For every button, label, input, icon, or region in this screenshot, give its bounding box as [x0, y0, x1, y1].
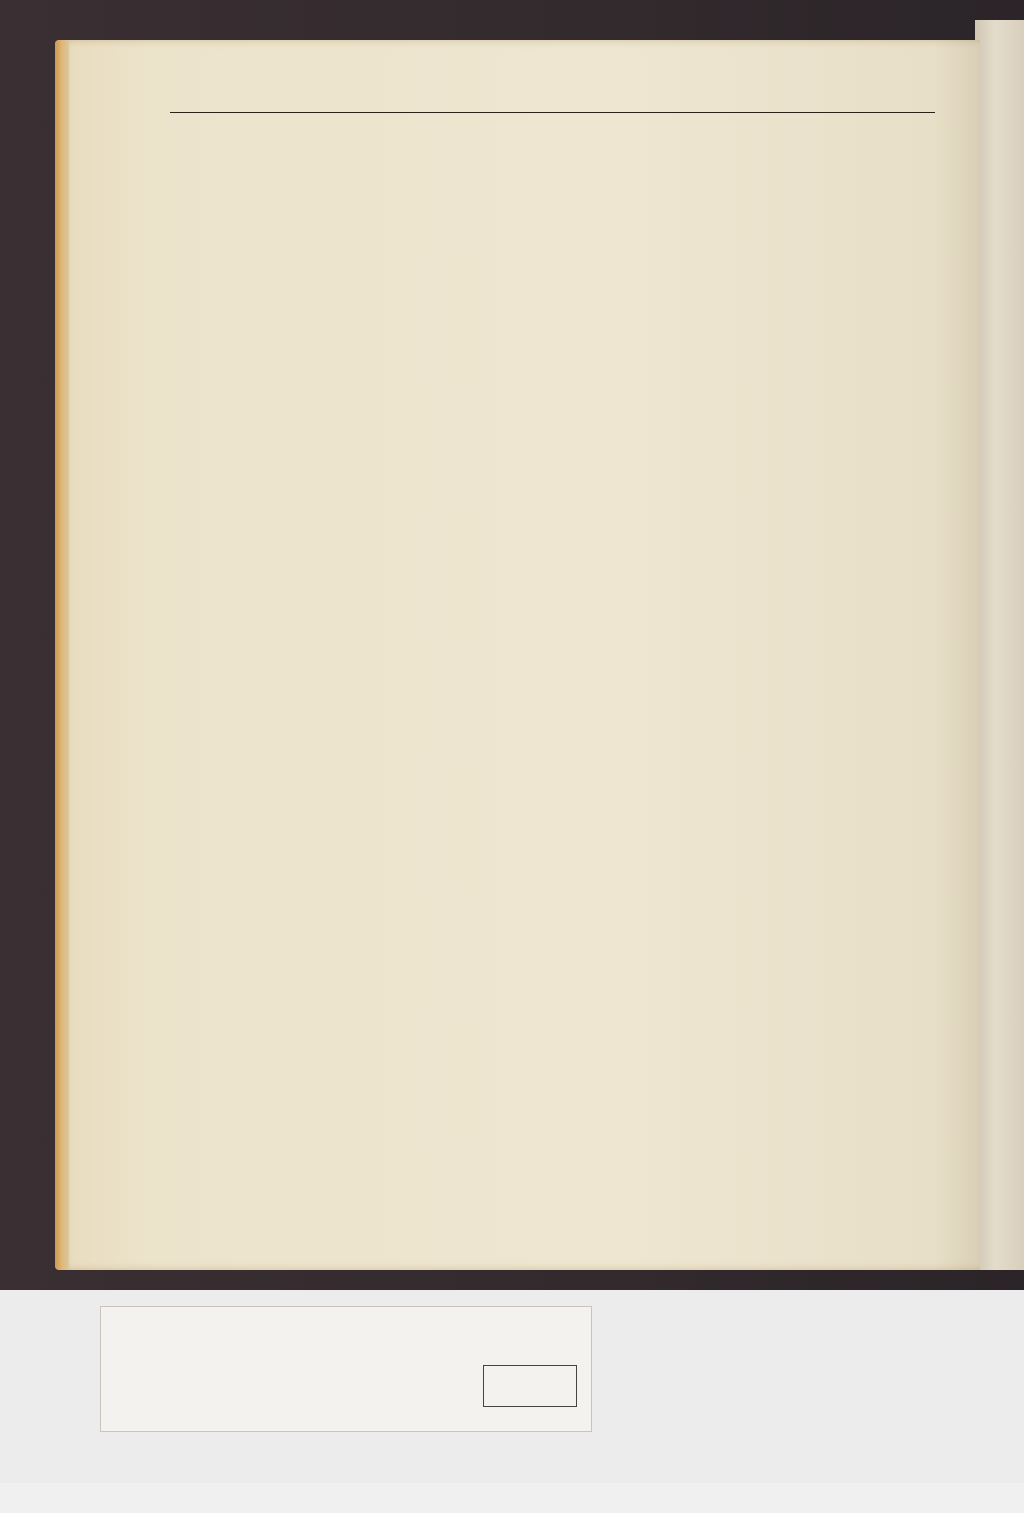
swatch: [507, 1366, 530, 1406]
running-header: [170, 86, 935, 114]
circle-diagram: [225, 550, 635, 970]
color-calibration-card: [100, 1306, 592, 1432]
facing-page-edge: [975, 20, 1024, 1270]
swatch: [530, 1366, 553, 1406]
body-text: [183, 115, 963, 597]
schematism-figure: [225, 550, 635, 970]
page-gilt-edge: [55, 40, 69, 1270]
ruler-scale: [119, 1371, 369, 1407]
header-rule: [170, 112, 935, 113]
image-credit: [0, 1483, 1024, 1513]
swatch: [484, 1366, 507, 1406]
gray-scale-swatches: [483, 1365, 577, 1407]
swatch: [553, 1366, 576, 1406]
